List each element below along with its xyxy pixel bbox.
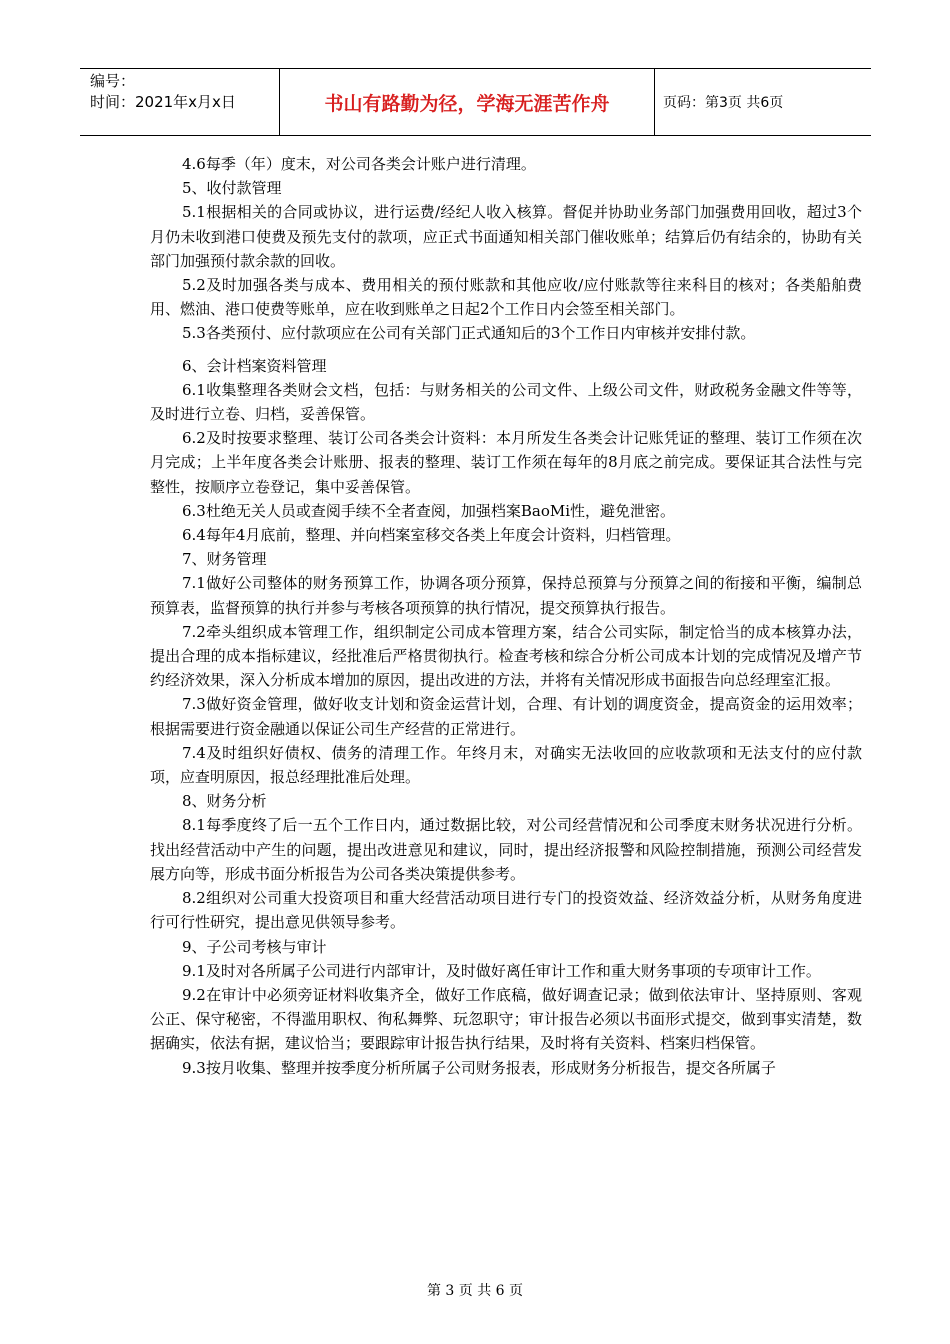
document-number: 编号：	[90, 72, 136, 90]
paragraph: 7.4及时组织好债权、债务的清理工作。年终月末，对确实无法收回的应收款项和无法支付的应付款项，应查明原因，报总经理批准后处理。	[150, 743, 862, 787]
paragraph: 7.1做好公司整体的财务预算工作，协调各项分预算，保持总预算与分预算之间的衔接和平衡，编制总预算表，监督预算的执行并参与考核各项预算的执行情况，提交预算执行报告。	[150, 574, 862, 617]
paragraph: 6.4每年4月底前，整理、并向档案室移交各类上年度会计资料，归档管理。	[182, 526, 681, 545]
section-heading: 7、财务管理	[182, 550, 267, 569]
paragraph: 5.1根据相关的合同或协议，进行运费/经纪人收入核算。督促并协助业务部门加强费用回收，超过3个月仍未收到港口使费及预先支付的款项，应正式书面通知相关部门催收账单；结算后仍有结余的，协助有关部门加强预付款余款的回收。	[150, 203, 862, 270]
paragraph: 9.2在审计中必须旁证材料收集齐全，做好工作底稿，做好调查记录；做到依法审计、坚持原则、客观公正、保守秘密，不得滥用职权、徇私舞弊、玩忽职守；审计报告必须以书面形式提交，做到事实清楚，数据确实，依法有据，建议恰当；要跟踪审计报告执行结果，及时将有关资料、档案归档保管。	[150, 985, 862, 1053]
paragraph: 9.1及时对各所属子公司进行内部审计，及时做好离任审计工作和重大财务事项的专项审计工作。	[182, 961, 821, 980]
paragraph: 6.1收集整理各类财会文档，包括：与财务相关的公司文件、上级公司文件，财政税务金融文件等等，及时进行立卷、归档，妥善保管。	[150, 380, 862, 424]
section-heading: 6、会计档案资料管理	[182, 356, 327, 375]
document-body	[150, 152, 862, 1080]
paragraph: 6.2及时按要求整理、装订公司各类会计资料：本月所发生各类会计记账凭证的整理、装订工作须在次月完成；上半年度各类会计账册、报表的整理、装订工作须在每年的8月底之前完成。要保证其合法性与完整性，按顺序立卷登记，集中妥善保管。	[150, 429, 862, 496]
paragraph: 8.2组织对公司重大投资项目和重大经营活动项目进行专门的投资效益、经济效益分析，从财务角度进行可行性研究，提出意见供领导参考。	[150, 889, 862, 932]
paragraph: 7.3做好资金管理，做好收支计划和资金运营计划，合理、有计划的调度资金，提高资金的运用效率；根据需要进行资金融通以保证公司生产经营的正常进行。	[150, 695, 862, 738]
paragraph: 5.3各类预付、应付款项应在公司有关部门正式通知后的3个工作日内审核并安排付款。	[182, 324, 756, 343]
section-heading: 5、收付款管理	[182, 179, 282, 198]
document-date: 时间：2021年x月x日	[90, 93, 236, 111]
paragraph: 7.2牵头组织成本管理工作，组织制定公司成本管理方案，结合公司实际，制定恰当的成本核算办法，提出合理的成本指标建议，经批准后严格贯彻执行。检查考核和综合分析公司成本计划的完成情况及增产节约经济效果，深入分析成本增加的原因，提出改进的方法，并将有关情况形成书面报告向总经理室汇报。	[150, 622, 862, 690]
paragraph: 9.3按月收集、整理并按季度分析所属子公司财务报表，形成财务分析报告，提交各所属子	[182, 1058, 776, 1077]
page-header	[80, 68, 871, 136]
header-motto: 书山有路勤为径，学海无涯苦作舟	[280, 69, 655, 135]
header-page-info: 页码：第3页 共6页	[663, 95, 784, 111]
paragraph: 4.6每季（年）度末，对公司各类会计账户进行清理。	[182, 155, 536, 173]
page-footer: 第 3 页 共 6 页	[426, 1283, 524, 1299]
paragraph: 6.3杜绝无关人员或查阅手续不全者查阅，加强档案BaoMi性，避免泄密。	[182, 501, 676, 520]
paragraph: 8.1每季度终了后一五个工作日内，通过数据比较，对公司经营情况和公司季度末财务状况进行分析。找出经营活动中产生的问题，提出改进意见和建议，同时，提出经济报警和风险控制措施，预测公司经营发展方向等，形成书面分析报告为公司各类决策提供参考。	[150, 816, 862, 883]
paragraph: 5.2及时加强各类与成本、费用相关的预付账款和其他应收/应付账款等往来科目的核对；各类船舶费用、燃油、港口使费等账单，应在收到账单之日起2个工作日内会签至相关部门。	[150, 276, 862, 319]
header-meta	[80, 69, 280, 135]
section-heading: 8、财务分析	[182, 792, 267, 811]
section-heading: 9、子公司考核与审计	[182, 937, 327, 956]
